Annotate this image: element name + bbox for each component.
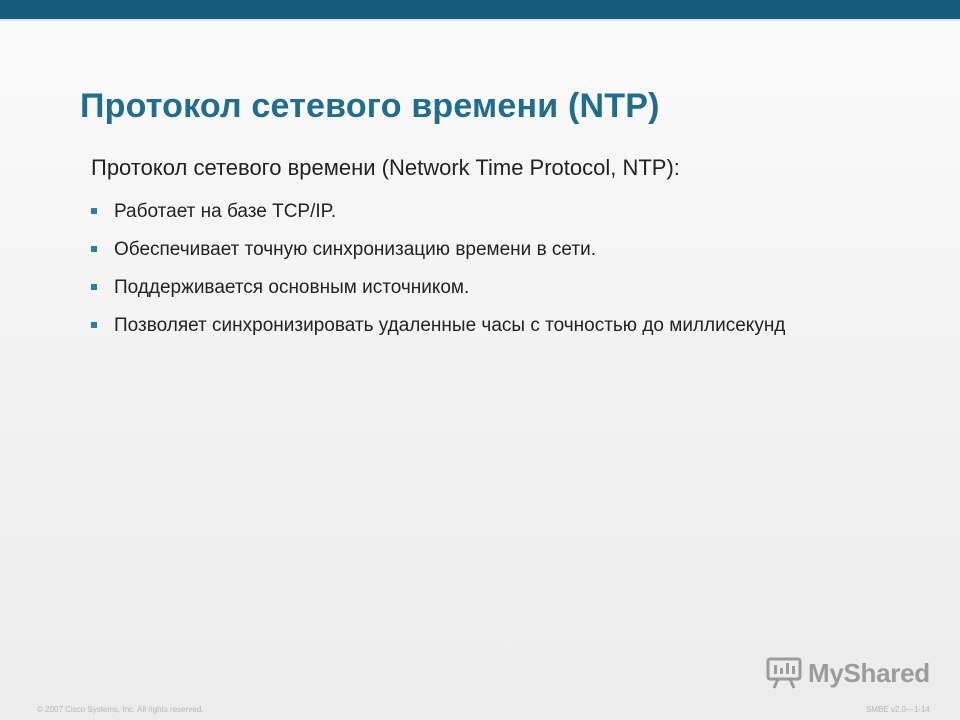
bullet-text: Обеспечивает точную синхронизацию времени в сети. (114, 239, 596, 260)
bullet-text: Позволяет синхронизировать удаленные часы с точностью до миллисекунд (114, 315, 786, 336)
watermark-text: MyShared (808, 657, 930, 688)
square-bullet-icon (91, 208, 97, 214)
square-bullet-icon (91, 284, 97, 290)
bullet-list (90, 199, 850, 351)
intro-text: Протокол сетевого времени (Network Time Protocol, NTP): (91, 155, 680, 180)
square-bullet-icon (91, 322, 97, 328)
presentation-screen-icon (766, 656, 802, 690)
copyright-footer: © 2007 Cisco Systems, Inc. All rights reserved. (37, 705, 204, 714)
top-bar-divider (0, 19, 960, 21)
bullet-text: Работает на базе TCP/IP. (114, 201, 337, 222)
bullet-item (90, 313, 850, 339)
course-code-footer: SMBE v2.0—1-14 (865, 705, 930, 714)
bullet-item (90, 199, 850, 225)
bullet-item (90, 275, 850, 301)
top-bar (0, 0, 960, 19)
watermark-logo (766, 656, 930, 690)
bullet-text: Поддерживается основным источником. (114, 277, 470, 298)
square-bullet-icon (91, 246, 97, 252)
bullet-item (90, 237, 850, 263)
slide-title: Протокол сетевого времени (NTP) (80, 87, 660, 125)
